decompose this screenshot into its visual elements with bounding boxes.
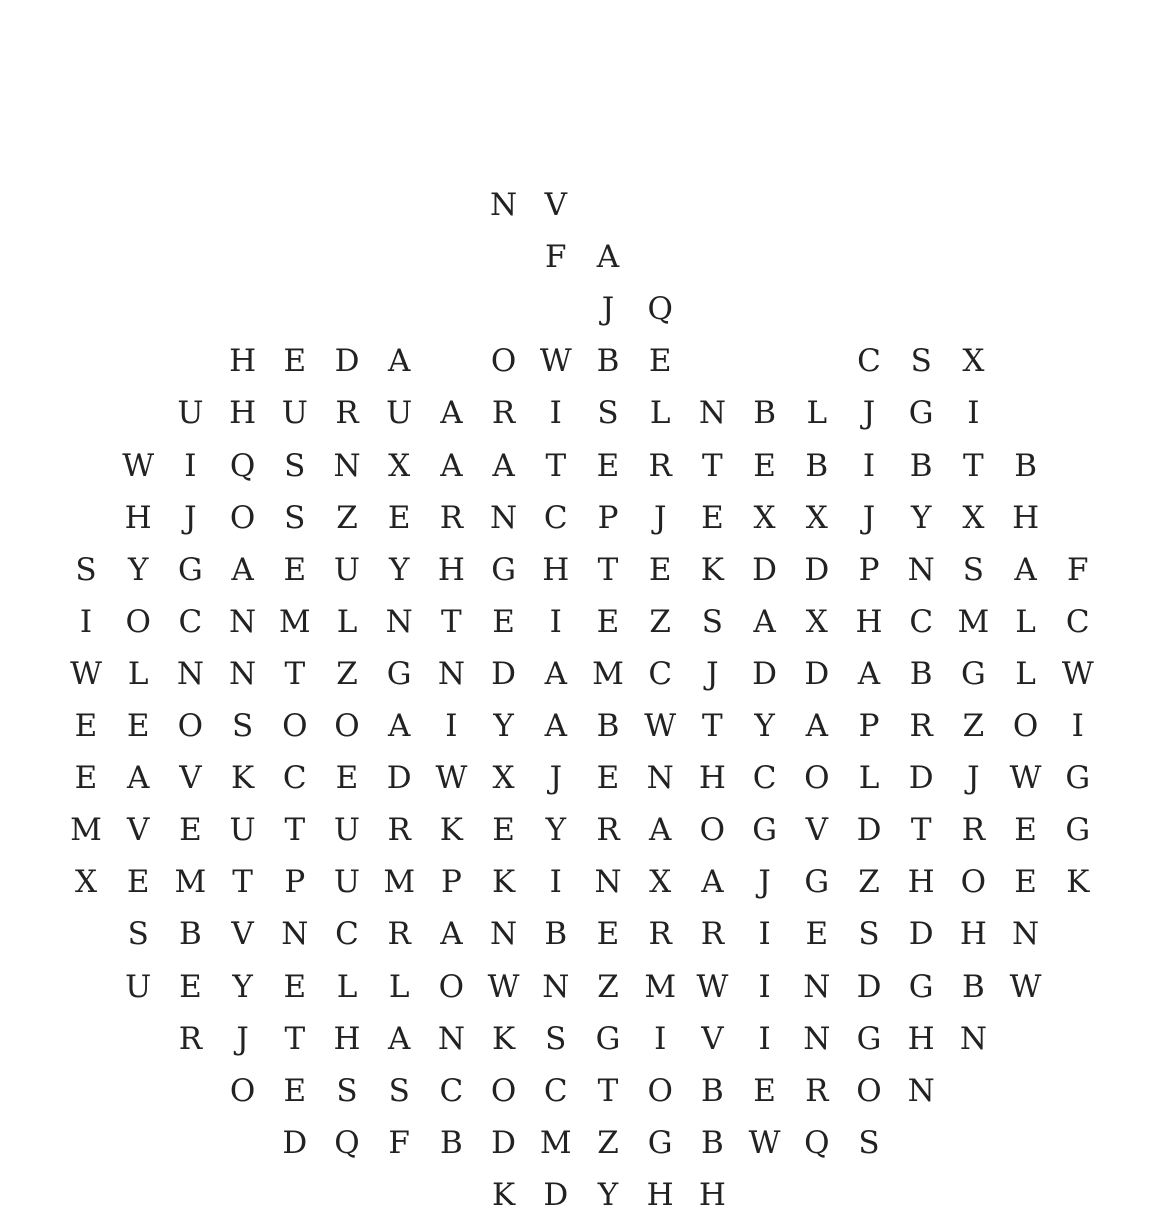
grid-letter[interactable]: Q bbox=[334, 1124, 360, 1161]
grid-letter[interactable]: I bbox=[862, 447, 876, 484]
grid-letter[interactable]: W bbox=[70, 655, 102, 692]
grid-letter[interactable]: R bbox=[700, 916, 725, 953]
grid-letter[interactable]: O bbox=[229, 1072, 256, 1109]
grid-letter[interactable]: O bbox=[229, 499, 256, 536]
grid-letter[interactable]: C bbox=[543, 1072, 568, 1109]
grid-letter[interactable]: U bbox=[333, 864, 361, 901]
grid-letter[interactable]: A bbox=[231, 551, 254, 588]
grid-letter[interactable]: Q bbox=[804, 1124, 830, 1161]
grid-letter[interactable]: L bbox=[336, 968, 358, 1005]
grid-letter[interactable]: T bbox=[910, 812, 932, 849]
grid-letter[interactable]: B bbox=[440, 1124, 463, 1161]
grid-letter[interactable]: M bbox=[174, 864, 207, 901]
grid-letter[interactable]: S bbox=[75, 551, 97, 588]
grid-letter[interactable]: H bbox=[542, 551, 570, 588]
grid-letter[interactable]: L bbox=[336, 603, 358, 640]
grid-letter[interactable]: E bbox=[596, 916, 620, 953]
grid-letter[interactable]: P bbox=[284, 864, 306, 901]
grid-letter[interactable]: K bbox=[492, 1020, 516, 1057]
grid-letter[interactable]: G bbox=[386, 655, 412, 692]
grid-letter[interactable]: W bbox=[1061, 655, 1094, 692]
grid-letter[interactable]: T bbox=[284, 1020, 306, 1057]
grid-letter[interactable]: K bbox=[1066, 864, 1090, 901]
grid-letter[interactable]: X bbox=[805, 603, 828, 640]
grid-letter[interactable]: N bbox=[907, 551, 935, 588]
grid-letter[interactable]: Q bbox=[647, 291, 673, 328]
grid-letter[interactable]: X bbox=[753, 499, 776, 536]
grid-letter[interactable]: W bbox=[696, 968, 729, 1005]
grid-letter[interactable]: N bbox=[1012, 916, 1040, 953]
grid-letter[interactable]: D bbox=[752, 655, 778, 692]
grid-letter[interactable]: O bbox=[1012, 708, 1039, 744]
grid-letter[interactable]: K bbox=[700, 551, 724, 588]
grid-letter[interactable]: C bbox=[909, 603, 934, 640]
grid-letter[interactable]: U bbox=[177, 395, 204, 432]
grid-letter[interactable]: R bbox=[387, 812, 411, 849]
grid-letter[interactable]: E bbox=[805, 916, 829, 953]
grid-letter[interactable]: M bbox=[539, 1124, 572, 1161]
grid-letter[interactable]: E bbox=[179, 968, 202, 1005]
grid-letter[interactable]: V bbox=[179, 760, 202, 797]
grid-letter[interactable]: R bbox=[648, 447, 672, 484]
grid-letter[interactable]: O bbox=[334, 708, 360, 744]
grid-letter[interactable]: B bbox=[909, 655, 933, 692]
grid-letter[interactable]: S bbox=[858, 916, 880, 953]
grid-letter[interactable]: O bbox=[438, 968, 465, 1005]
grid-letter[interactable]: X bbox=[74, 864, 98, 901]
grid-letter[interactable]: N bbox=[490, 916, 518, 953]
grid-letter[interactable]: W bbox=[748, 1124, 781, 1161]
grid-letter[interactable]: H bbox=[907, 864, 935, 901]
grid-letter[interactable]: D bbox=[856, 968, 882, 1005]
grid-letter[interactable]: S bbox=[962, 551, 985, 588]
grid-letter[interactable]: Z bbox=[962, 708, 985, 744]
grid-letter[interactable]: E bbox=[596, 447, 620, 484]
grid-letter[interactable]: S bbox=[284, 447, 306, 484]
grid-letter[interactable]: I bbox=[758, 1020, 771, 1057]
grid-letter[interactable]: G bbox=[908, 395, 934, 432]
grid-letter[interactable]: E bbox=[1014, 864, 1037, 901]
grid-letter[interactable]: H bbox=[1012, 499, 1040, 536]
grid-letter[interactable]: A bbox=[440, 447, 463, 484]
grid-letter[interactable]: N bbox=[229, 655, 257, 692]
grid-letter[interactable]: D bbox=[491, 1124, 517, 1161]
grid-letter[interactable]: T bbox=[232, 864, 253, 901]
grid-letter[interactable]: M bbox=[383, 864, 416, 901]
grid-letter[interactable]: A bbox=[440, 916, 463, 953]
grid-letter[interactable]: W bbox=[1009, 760, 1042, 797]
grid-letter[interactable]: H bbox=[646, 1176, 674, 1213]
grid-letter[interactable]: I bbox=[967, 395, 980, 432]
grid-letter[interactable]: B bbox=[179, 916, 202, 953]
grid-letter[interactable]: H bbox=[698, 760, 726, 797]
grid-letter[interactable]: Y bbox=[388, 551, 410, 588]
grid-letter[interactable]: Y bbox=[754, 708, 775, 744]
grid-letter[interactable]: N bbox=[907, 1072, 935, 1109]
grid-letter[interactable]: I bbox=[549, 603, 562, 640]
grid-letter[interactable]: A bbox=[544, 708, 567, 744]
grid-letter[interactable]: W bbox=[644, 708, 677, 744]
grid-letter[interactable]: C bbox=[752, 760, 777, 797]
grid-letter[interactable]: U bbox=[229, 812, 256, 849]
grid-letter[interactable]: R bbox=[961, 812, 986, 849]
grid-letter[interactable]: O bbox=[125, 603, 151, 640]
grid-letter[interactable]: R bbox=[439, 499, 464, 536]
grid-letter[interactable]: D bbox=[543, 1176, 569, 1213]
grid-letter[interactable]: A bbox=[596, 239, 620, 276]
grid-letter[interactable]: I bbox=[549, 395, 562, 432]
grid-letter[interactable]: L bbox=[858, 760, 880, 797]
grid-letter[interactable]: A bbox=[701, 864, 724, 901]
grid-letter[interactable]: R bbox=[491, 395, 516, 432]
grid-letter[interactable]: V bbox=[231, 916, 254, 953]
grid-letter[interactable]: Z bbox=[858, 864, 880, 901]
grid-letter[interactable]: E bbox=[126, 708, 150, 744]
grid-letter[interactable]: A bbox=[387, 1020, 411, 1057]
grid-letter[interactable]: E bbox=[753, 447, 776, 484]
grid-letter[interactable]: E bbox=[753, 1072, 776, 1109]
grid-letter[interactable]: R bbox=[909, 708, 933, 744]
grid-letter[interactable]: H bbox=[698, 1176, 726, 1213]
grid-letter[interactable]: Y bbox=[232, 968, 253, 1005]
grid-letter[interactable]: A bbox=[126, 760, 150, 797]
grid-letter[interactable]: B bbox=[596, 343, 620, 380]
grid-letter[interactable]: Y bbox=[493, 708, 514, 744]
grid-letter[interactable]: B bbox=[544, 916, 568, 953]
grid-letter[interactable]: J bbox=[236, 1020, 249, 1057]
grid-letter[interactable]: B bbox=[596, 708, 620, 744]
grid-letter[interactable]: N bbox=[803, 968, 831, 1005]
grid-letter[interactable]: T bbox=[284, 655, 306, 692]
grid-letter[interactable]: N bbox=[490, 187, 518, 223]
grid-letter[interactable]: B bbox=[962, 968, 985, 1005]
grid-letter[interactable]: M bbox=[957, 603, 990, 640]
grid-letter[interactable]: G bbox=[1065, 812, 1091, 849]
grid-letter[interactable]: O bbox=[177, 708, 204, 744]
grid-letter[interactable]: G bbox=[178, 551, 203, 588]
grid-letter[interactable]: E bbox=[492, 603, 515, 640]
grid-letter[interactable]: G bbox=[908, 968, 934, 1005]
grid-letter[interactable]: O bbox=[960, 864, 987, 901]
grid-letter[interactable]: C bbox=[857, 343, 881, 380]
grid-letter[interactable]: Y bbox=[597, 1176, 619, 1213]
grid-letter[interactable]: D bbox=[804, 551, 830, 588]
grid-letter[interactable]: E bbox=[596, 760, 620, 797]
grid-letter[interactable]: Z bbox=[597, 968, 619, 1005]
grid-letter[interactable]: B bbox=[805, 447, 829, 484]
grid-letter[interactable]: C bbox=[543, 499, 568, 536]
grid-letter[interactable]: E bbox=[283, 968, 307, 1005]
grid-letter[interactable]: F bbox=[1067, 551, 1089, 588]
grid-letter[interactable]: U bbox=[333, 551, 361, 588]
grid-letter[interactable]: E bbox=[179, 812, 202, 849]
grid-letter[interactable]: L bbox=[127, 655, 149, 692]
grid-letter[interactable]: R bbox=[178, 1020, 203, 1057]
grid-letter[interactable]: W bbox=[539, 343, 572, 380]
grid-letter[interactable]: O bbox=[856, 1072, 882, 1109]
grid-letter[interactable]: Y bbox=[910, 499, 932, 536]
grid-letter[interactable]: U bbox=[386, 395, 413, 432]
grid-letter[interactable]: J bbox=[758, 864, 771, 901]
grid-letter[interactable]: Z bbox=[336, 655, 358, 692]
grid-letter[interactable]: V bbox=[126, 812, 150, 849]
grid-letter[interactable]: V bbox=[544, 187, 567, 223]
grid-letter[interactable]: J bbox=[967, 760, 980, 797]
grid-letter[interactable]: P bbox=[858, 708, 880, 744]
grid-letter[interactable]: V bbox=[701, 1020, 724, 1057]
grid-letter[interactable]: D bbox=[491, 655, 517, 692]
grid-letter[interactable]: E bbox=[74, 760, 98, 797]
grid-letter[interactable]: A bbox=[492, 447, 515, 484]
grid-letter[interactable]: E bbox=[387, 499, 411, 536]
grid-letter[interactable]: N bbox=[437, 1020, 465, 1057]
grid-letter[interactable]: L bbox=[806, 395, 828, 432]
grid-letter[interactable]: I bbox=[445, 708, 458, 744]
grid-letter[interactable]: H bbox=[437, 551, 465, 588]
grid-letter[interactable]: I bbox=[758, 916, 771, 953]
grid-letter[interactable]: S bbox=[597, 395, 619, 432]
grid-letter[interactable]: K bbox=[492, 864, 516, 901]
grid-letter[interactable]: T bbox=[597, 551, 619, 588]
grid-letter[interactable]: N bbox=[698, 395, 726, 432]
grid-letter[interactable]: B bbox=[1014, 447, 1037, 484]
grid-letter[interactable]: H bbox=[333, 1020, 361, 1057]
grid-letter[interactable]: N bbox=[176, 655, 204, 692]
grid-letter[interactable]: X bbox=[962, 499, 985, 536]
grid-letter[interactable]: C bbox=[282, 760, 307, 797]
grid-letter[interactable]: H bbox=[229, 395, 257, 432]
grid-letter[interactable]: S bbox=[701, 603, 724, 640]
grid-letter[interactable]: O bbox=[282, 708, 308, 744]
grid-letter[interactable]: W bbox=[122, 447, 155, 484]
grid-letter[interactable]: N bbox=[490, 499, 518, 536]
grid-letter[interactable]: L bbox=[388, 968, 410, 1005]
grid-letter[interactable]: K bbox=[439, 812, 463, 849]
grid-letter[interactable]: B bbox=[701, 1072, 724, 1109]
grid-letter[interactable]: C bbox=[439, 1072, 464, 1109]
grid-letter[interactable]: X bbox=[649, 864, 672, 901]
grid-letter[interactable]: R bbox=[335, 395, 359, 432]
grid-letter[interactable]: N bbox=[542, 968, 570, 1005]
grid-letter[interactable]: X bbox=[962, 343, 985, 380]
grid-letter[interactable]: M bbox=[70, 812, 102, 849]
grid-letter[interactable]: E bbox=[596, 603, 620, 640]
grid-letter[interactable]: N bbox=[385, 603, 413, 640]
grid-letter[interactable]: F bbox=[388, 1124, 410, 1161]
grid-letter[interactable]: E bbox=[1014, 812, 1037, 849]
grid-letter[interactable]: U bbox=[125, 968, 152, 1005]
grid-letter[interactable]: N bbox=[229, 603, 257, 640]
grid-letter[interactable]: J bbox=[184, 499, 197, 536]
grid-letter[interactable]: A bbox=[1014, 551, 1037, 588]
grid-letter[interactable]: I bbox=[1071, 708, 1084, 744]
grid-letter[interactable]: O bbox=[490, 1072, 517, 1109]
grid-letter[interactable]: W bbox=[1009, 968, 1042, 1005]
grid-letter[interactable]: G bbox=[752, 812, 777, 849]
grid-letter[interactable]: G bbox=[856, 1020, 882, 1057]
grid-letter[interactable]: O bbox=[804, 760, 830, 797]
grid-letter[interactable]: B bbox=[701, 1124, 724, 1161]
grid-letter[interactable]: C bbox=[335, 916, 359, 953]
grid-letter[interactable]: S bbox=[858, 1124, 880, 1161]
grid-letter[interactable]: G bbox=[491, 551, 516, 588]
grid-letter[interactable]: H bbox=[959, 916, 987, 953]
grid-letter[interactable]: A bbox=[805, 708, 828, 744]
grid-letter[interactable]: E bbox=[701, 499, 724, 536]
grid-letter[interactable]: T bbox=[597, 1072, 619, 1109]
grid-letter[interactable]: M bbox=[592, 655, 624, 692]
grid-letter[interactable]: D bbox=[334, 343, 360, 380]
grid-letter[interactable]: O bbox=[490, 343, 517, 380]
grid-letter[interactable]: E bbox=[492, 812, 515, 849]
grid-letter[interactable]: T bbox=[441, 603, 462, 640]
grid-letter[interactable]: S bbox=[284, 499, 306, 536]
grid-letter[interactable]: J bbox=[601, 291, 615, 328]
grid-letter[interactable]: O bbox=[647, 1072, 673, 1109]
grid-letter[interactable]: I bbox=[184, 447, 197, 484]
grid-letter[interactable]: D bbox=[386, 760, 412, 797]
grid-letter[interactable]: N bbox=[959, 1020, 987, 1057]
grid-letter[interactable]: A bbox=[387, 343, 411, 380]
grid-letter[interactable]: R bbox=[805, 1072, 829, 1109]
grid-letter[interactable]: D bbox=[908, 916, 934, 953]
grid-letter[interactable]: G bbox=[595, 1020, 621, 1057]
grid-letter[interactable]: L bbox=[1015, 603, 1036, 640]
grid-letter[interactable]: S bbox=[336, 1072, 358, 1109]
grid-letter[interactable]: D bbox=[856, 812, 882, 849]
grid-letter[interactable]: D bbox=[752, 551, 778, 588]
grid-letter[interactable]: N bbox=[437, 655, 465, 692]
grid-letter[interactable]: R bbox=[596, 812, 620, 849]
grid-letter[interactable]: A bbox=[440, 395, 463, 432]
grid-letter[interactable]: A bbox=[648, 812, 672, 849]
grid-letter[interactable]: H bbox=[124, 499, 152, 536]
grid-letter[interactable]: X bbox=[805, 499, 828, 536]
grid-letter[interactable]: P bbox=[440, 864, 462, 901]
grid-letter[interactable]: A bbox=[544, 655, 567, 692]
grid-letter[interactable]: Z bbox=[649, 603, 671, 640]
grid-letter[interactable]: E bbox=[283, 551, 307, 588]
grid-letter[interactable]: R bbox=[648, 916, 672, 953]
grid-letter[interactable]: Y bbox=[545, 812, 567, 849]
grid-letter[interactable]: T bbox=[702, 708, 723, 744]
grid-letter[interactable]: A bbox=[387, 708, 411, 744]
grid-letter[interactable]: E bbox=[335, 760, 359, 797]
grid-letter[interactable]: E bbox=[283, 343, 307, 380]
grid-letter[interactable]: P bbox=[597, 499, 619, 536]
grid-letter[interactable]: Q bbox=[229, 447, 256, 484]
grid-letter[interactable]: M bbox=[278, 603, 311, 640]
grid-letter[interactable]: C bbox=[648, 655, 673, 692]
grid-letter[interactable]: F bbox=[545, 239, 567, 276]
grid-letter[interactable]: Z bbox=[597, 1124, 619, 1161]
grid-letter[interactable]: H bbox=[907, 1020, 935, 1057]
grid-letter[interactable]: S bbox=[910, 343, 932, 380]
grid-letter[interactable]: X bbox=[388, 447, 411, 484]
grid-letter[interactable]: N bbox=[333, 447, 361, 484]
grid-letter[interactable]: I bbox=[79, 603, 93, 640]
grid-letter[interactable]: D bbox=[282, 1124, 308, 1161]
grid-letter[interactable]: B bbox=[909, 447, 933, 484]
grid-letter[interactable]: N bbox=[803, 1020, 831, 1057]
grid-letter[interactable]: G bbox=[1065, 760, 1091, 797]
grid-letter[interactable]: I bbox=[549, 864, 562, 901]
grid-letter[interactable]: Y bbox=[127, 551, 149, 588]
grid-letter[interactable]: K bbox=[492, 1176, 516, 1213]
grid-letter[interactable]: V bbox=[805, 812, 828, 849]
grid-letter[interactable]: C bbox=[1065, 603, 1090, 640]
grid-letter[interactable]: D bbox=[908, 760, 934, 797]
grid-letter[interactable]: I bbox=[654, 1020, 667, 1057]
grid-letter[interactable]: Z bbox=[336, 499, 358, 536]
grid-letter[interactable]: E bbox=[126, 864, 150, 901]
grid-letter[interactable]: N bbox=[594, 864, 622, 901]
grid-letter[interactable]: E bbox=[74, 708, 98, 744]
grid-letter[interactable]: N bbox=[281, 916, 309, 953]
grid-letter[interactable]: T bbox=[963, 447, 984, 484]
grid-letter[interactable]: T bbox=[284, 812, 306, 849]
grid-letter[interactable]: L bbox=[649, 395, 671, 432]
grid-letter[interactable]: E bbox=[283, 1072, 307, 1109]
grid-letter[interactable]: S bbox=[388, 1072, 410, 1109]
grid-letter[interactable]: E bbox=[648, 551, 672, 588]
grid-letter[interactable]: J bbox=[862, 395, 876, 432]
grid-letter[interactable]: C bbox=[178, 603, 203, 640]
grid-letter[interactable]: X bbox=[492, 760, 515, 797]
grid-letter[interactable]: U bbox=[333, 812, 361, 849]
grid-letter[interactable]: G bbox=[804, 864, 830, 901]
grid-letter[interactable]: H bbox=[229, 343, 257, 380]
grid-letter[interactable]: I bbox=[758, 968, 771, 1005]
grid-letter[interactable]: P bbox=[858, 551, 880, 588]
grid-letter[interactable]: T bbox=[702, 447, 723, 484]
grid-letter[interactable]: O bbox=[699, 812, 726, 849]
grid-letter[interactable]: M bbox=[644, 968, 677, 1005]
grid-letter[interactable]: D bbox=[804, 655, 830, 692]
grid-letter[interactable]: J bbox=[706, 655, 719, 692]
grid-letter[interactable]: J bbox=[653, 499, 667, 536]
grid-letter[interactable]: J bbox=[549, 760, 563, 797]
grid-letter[interactable]: G bbox=[647, 1124, 673, 1161]
grid-letter[interactable]: B bbox=[753, 395, 776, 432]
grid-letter[interactable]: U bbox=[281, 395, 308, 432]
grid-letter[interactable]: J bbox=[862, 499, 876, 536]
grid-letter[interactable]: S bbox=[127, 916, 149, 953]
grid-letter[interactable]: R bbox=[387, 916, 411, 953]
grid-letter[interactable]: A bbox=[753, 603, 776, 640]
grid-letter[interactable]: S bbox=[545, 1020, 567, 1057]
grid-letter[interactable]: L bbox=[1015, 655, 1036, 692]
grid-letter[interactable]: N bbox=[646, 760, 674, 797]
grid-letter[interactable]: T bbox=[545, 447, 567, 484]
grid-letter[interactable]: K bbox=[231, 760, 255, 797]
grid-letter[interactable]: E bbox=[648, 343, 672, 380]
grid-letter[interactable]: A bbox=[857, 655, 881, 692]
grid-letter[interactable]: G bbox=[961, 655, 986, 692]
grid-letter[interactable]: W bbox=[487, 968, 520, 1005]
grid-letter[interactable]: W bbox=[435, 760, 468, 797]
grid-letter[interactable]: S bbox=[231, 708, 254, 744]
grid-letter[interactable]: H bbox=[855, 603, 883, 640]
